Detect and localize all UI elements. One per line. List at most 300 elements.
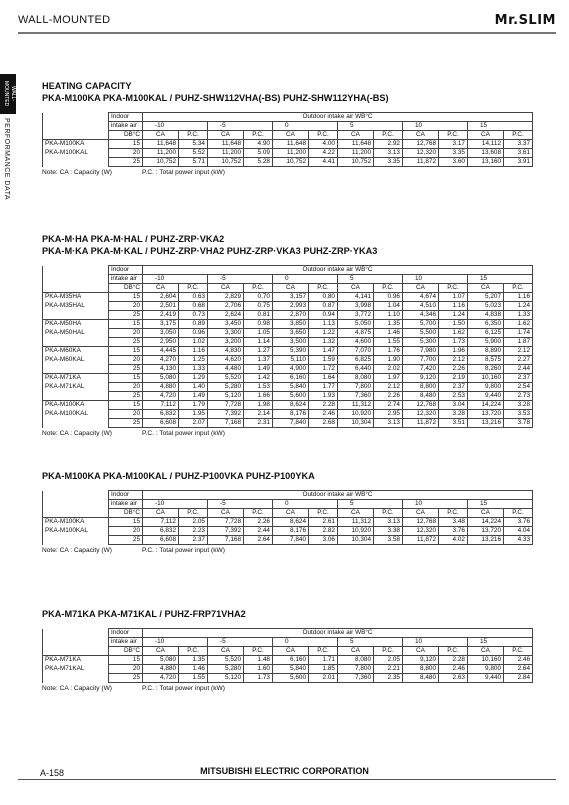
value-cell: 1.59 xyxy=(309,356,338,365)
value-cell: 2.84 xyxy=(504,674,533,683)
value-cell: 2.68 xyxy=(309,419,338,428)
value-cell: 13,216 xyxy=(468,419,504,428)
value-cell: 2.05 xyxy=(179,518,208,527)
value-cell: 2.35 xyxy=(374,674,403,683)
table-row xyxy=(43,410,533,419)
db-temp-cell: 25 xyxy=(109,158,143,167)
value-cell: 1.27 xyxy=(244,347,273,356)
model-cell xyxy=(43,419,109,428)
value-cell: 10,160 xyxy=(468,374,504,383)
value-cell: 2,624 xyxy=(208,311,244,320)
value-cell: 1.32 xyxy=(309,338,338,347)
section-4 xyxy=(42,608,533,692)
pc-header: P.C. xyxy=(309,131,338,140)
value-cell: 1.42 xyxy=(244,374,273,383)
db-temp-cell: 15 xyxy=(109,347,143,356)
value-cell: 2.02 xyxy=(374,365,403,374)
value-cell: 2.01 xyxy=(309,674,338,683)
value-cell: 1.50 xyxy=(439,320,468,329)
value-cell: 3,157 xyxy=(273,293,309,302)
outdoor-label: Outdoor intake air WB°C xyxy=(143,629,533,638)
value-cell: 11,648 xyxy=(143,140,179,149)
value-cell: 6,160 xyxy=(273,374,309,383)
table-row xyxy=(43,674,533,683)
value-cell: 0.68 xyxy=(179,302,208,311)
value-cell: 3.28 xyxy=(439,410,468,419)
value-cell: 3.13 xyxy=(374,149,403,158)
outdoor-temp-header: 15 xyxy=(468,122,533,131)
header-row xyxy=(43,629,533,638)
value-cell: 1.95 xyxy=(179,410,208,419)
db-temp-cell: 20 xyxy=(109,527,143,536)
ca-header: CA xyxy=(468,647,504,656)
model-header-cell xyxy=(43,131,109,140)
value-cell: 8,624 xyxy=(273,518,309,527)
value-cell: 1.07 xyxy=(439,293,468,302)
value-cell: 0.80 xyxy=(309,293,338,302)
value-cell: 10,304 xyxy=(338,536,374,545)
header-row xyxy=(43,275,533,284)
value-cell: 1.76 xyxy=(374,347,403,356)
value-cell: 4,838 xyxy=(468,311,504,320)
value-cell: 11,312 xyxy=(338,518,374,527)
value-cell: 3.38 xyxy=(374,527,403,536)
value-cell: 4,480 xyxy=(208,365,244,374)
note-capacity: Note: CA : Capacity (W) xyxy=(42,685,112,692)
outdoor-temp-header: -10 xyxy=(143,500,208,509)
value-cell: 5,120 xyxy=(208,392,244,401)
value-cell: 10,752 xyxy=(338,158,374,167)
outdoor-temp-header: -5 xyxy=(208,500,273,509)
ca-header: CA xyxy=(338,647,374,656)
table-row xyxy=(43,518,533,527)
value-cell: 6,608 xyxy=(143,419,179,428)
value-cell: 1.46 xyxy=(374,329,403,338)
model-header-cell xyxy=(43,500,109,509)
value-cell: 3.35 xyxy=(374,158,403,167)
db-temp-cell: 20 xyxy=(109,665,143,674)
value-cell: 2.27 xyxy=(504,356,533,365)
section-3 xyxy=(42,470,533,554)
value-cell: 11,312 xyxy=(338,401,374,410)
table-note xyxy=(42,169,533,176)
db-temp-cell: 15 xyxy=(109,140,143,149)
value-cell: 7,168 xyxy=(208,419,244,428)
section-1 xyxy=(42,92,533,176)
value-cell: 8,800 xyxy=(403,665,439,674)
value-cell: 0.73 xyxy=(179,311,208,320)
intake-air-label: intake air xyxy=(109,122,143,131)
pc-header: P.C. xyxy=(374,284,403,293)
section-title: PKA-M·HA PKA-M·HAL / PUHZ-ZRP·VKA2 xyxy=(42,234,225,244)
value-cell: 11,648 xyxy=(208,140,244,149)
model-cell: PKA-M35HA xyxy=(43,293,109,302)
value-cell: 2.53 xyxy=(439,392,468,401)
model-cell xyxy=(43,536,109,545)
value-cell: 8,176 xyxy=(273,527,309,536)
pc-header: P.C. xyxy=(244,509,273,518)
value-cell: 7,392 xyxy=(208,410,244,419)
value-cell: 5.71 xyxy=(179,158,208,167)
pc-header: P.C. xyxy=(179,131,208,140)
value-cell: 9,120 xyxy=(403,656,439,665)
value-cell: 2.26 xyxy=(439,365,468,374)
outdoor-temp-header: 10 xyxy=(403,500,468,509)
value-cell: 12,320 xyxy=(403,527,439,536)
value-cell: 4,900 xyxy=(273,365,309,374)
value-cell: 7,360 xyxy=(338,674,374,683)
value-cell: 2,870 xyxy=(273,311,309,320)
table-note xyxy=(42,430,533,437)
value-cell: 5,840 xyxy=(273,665,309,674)
value-cell: 2.37 xyxy=(179,536,208,545)
value-cell: 4,620 xyxy=(208,356,244,365)
value-cell: 8,800 xyxy=(403,383,439,392)
value-cell: 2,993 xyxy=(273,302,309,311)
value-cell: 2.12 xyxy=(374,383,403,392)
page-number: A-158 xyxy=(40,768,65,778)
header-row xyxy=(43,131,533,140)
model-header-cell xyxy=(43,509,109,518)
value-cell: 8,480 xyxy=(403,674,439,683)
header-row xyxy=(43,266,533,275)
db-temp-cell: 15 xyxy=(109,518,143,527)
value-cell: 1.13 xyxy=(309,320,338,329)
value-cell: 1.14 xyxy=(244,338,273,347)
value-cell: 5,050 xyxy=(338,320,374,329)
note-power: P.C. : Total power input (kW) xyxy=(141,169,225,176)
ca-header: CA xyxy=(403,509,439,518)
table-row xyxy=(43,158,533,167)
pc-header: P.C. xyxy=(374,131,403,140)
value-cell: 2,706 xyxy=(208,302,244,311)
indoor-label: Indoor xyxy=(109,629,143,638)
value-cell: 5,120 xyxy=(208,674,244,683)
value-cell: 10,304 xyxy=(338,419,374,428)
model-cell: PKA-M71KAL xyxy=(43,383,109,392)
model-cell: PKA-M100KAL xyxy=(43,410,109,419)
value-cell: 7,840 xyxy=(273,536,309,545)
value-cell: 5,500 xyxy=(403,329,439,338)
ca-header: CA xyxy=(468,131,504,140)
value-cell: 8,080 xyxy=(338,656,374,665)
ca-header: CA xyxy=(143,509,179,518)
value-cell: 1.47 xyxy=(309,347,338,356)
table-row xyxy=(43,401,533,410)
value-cell: 7,112 xyxy=(143,401,179,410)
page-header xyxy=(18,8,556,34)
value-cell: 5,390 xyxy=(273,347,309,356)
value-cell: 8,890 xyxy=(468,347,504,356)
value-cell: 0.94 xyxy=(309,311,338,320)
value-cell: 3.51 xyxy=(439,419,468,428)
outdoor-temp-header: 0 xyxy=(273,122,338,131)
ca-header: CA xyxy=(403,647,439,656)
value-cell: 1.77 xyxy=(309,383,338,392)
outdoor-label: Outdoor intake air WB°C xyxy=(143,266,533,275)
db-temp-cell: 25 xyxy=(109,392,143,401)
model-cell: PKA-M100KA xyxy=(43,518,109,527)
outdoor-temp-header: 5 xyxy=(338,638,403,647)
header-row xyxy=(43,647,533,656)
pc-header: P.C. xyxy=(179,284,208,293)
value-cell: 8,176 xyxy=(273,410,309,419)
model-cell: PKA-M60KA xyxy=(43,347,109,356)
value-cell: 1.72 xyxy=(309,365,338,374)
ca-header: CA xyxy=(468,509,504,518)
value-cell: 6,832 xyxy=(143,527,179,536)
value-cell: 3.60 xyxy=(439,158,468,167)
table-row xyxy=(43,356,533,365)
value-cell: 1.05 xyxy=(244,329,273,338)
value-cell: 2,604 xyxy=(143,293,179,302)
table-row xyxy=(43,383,533,392)
value-cell: 2.23 xyxy=(179,527,208,536)
pc-header: P.C. xyxy=(309,509,338,518)
value-cell: 1.64 xyxy=(309,374,338,383)
value-cell: 0.70 xyxy=(244,293,273,302)
value-cell: 6,125 xyxy=(468,329,504,338)
table-row xyxy=(43,392,533,401)
value-cell: 1.73 xyxy=(244,674,273,683)
header-row xyxy=(43,113,533,122)
model-cell: PKA-M50HAL xyxy=(43,329,109,338)
value-cell: 3.06 xyxy=(309,536,338,545)
note-capacity: Note: CA : Capacity (W) xyxy=(42,169,112,176)
db-temp-cell: 25 xyxy=(109,311,143,320)
value-cell: 11,872 xyxy=(403,536,439,545)
pc-header: P.C. xyxy=(244,131,273,140)
value-cell: 3,175 xyxy=(143,320,179,329)
note-capacity: Note: CA : Capacity (W) xyxy=(42,547,112,554)
indoor-label: Indoor xyxy=(109,266,143,275)
value-cell: 4,346 xyxy=(403,311,439,320)
value-cell: 2.21 xyxy=(374,665,403,674)
model-header-cell xyxy=(43,629,109,638)
model-header-cell xyxy=(43,638,109,647)
model-header-cell xyxy=(43,275,109,284)
pc-header: P.C. xyxy=(439,284,468,293)
table-note xyxy=(42,685,533,692)
value-cell: 2.26 xyxy=(244,518,273,527)
model-cell: PKA-M35HAL xyxy=(43,302,109,311)
value-cell: 9,440 xyxy=(468,674,504,683)
outdoor-temp-header: -10 xyxy=(143,638,208,647)
value-cell: 2.19 xyxy=(439,374,468,383)
db-temp-cell: 20 xyxy=(109,149,143,158)
ca-header: CA xyxy=(338,509,374,518)
value-cell: 4,720 xyxy=(143,392,179,401)
value-cell: 3.76 xyxy=(439,527,468,536)
value-cell: 1.93 xyxy=(309,392,338,401)
value-cell: 1.48 xyxy=(244,656,273,665)
value-cell: 0.81 xyxy=(244,311,273,320)
value-cell: 5,520 xyxy=(208,656,244,665)
table-row xyxy=(43,329,533,338)
table-row xyxy=(43,365,533,374)
value-cell: 3.35 xyxy=(439,149,468,158)
value-cell: 1.79 xyxy=(179,401,208,410)
value-cell: 3,200 xyxy=(208,338,244,347)
db-temp-cell: 15 xyxy=(109,656,143,665)
value-cell: 13,720 xyxy=(468,410,504,419)
capacity-table xyxy=(42,265,533,428)
value-cell: 1.55 xyxy=(374,338,403,347)
db-temp-cell: 20 xyxy=(109,383,143,392)
value-cell: 4.22 xyxy=(309,149,338,158)
value-cell: 0.96 xyxy=(179,329,208,338)
value-cell: 2.54 xyxy=(504,383,533,392)
value-cell: 4,445 xyxy=(143,347,179,356)
value-cell: 5,600 xyxy=(273,674,309,683)
value-cell: 0.89 xyxy=(179,320,208,329)
value-cell: 1.55 xyxy=(179,674,208,683)
table-row xyxy=(43,374,533,383)
db-label: DB°C xyxy=(109,131,143,140)
value-cell: 14,224 xyxy=(468,518,504,527)
model-cell: PKA-M100KA xyxy=(43,140,109,149)
value-cell: 11,872 xyxy=(403,158,439,167)
value-cell: 3.17 xyxy=(439,140,468,149)
db-temp-cell: 25 xyxy=(109,338,143,347)
value-cell: 3.91 xyxy=(504,158,533,167)
value-cell: 2,501 xyxy=(143,302,179,311)
value-cell: 1.62 xyxy=(504,320,533,329)
value-cell: 1.16 xyxy=(179,347,208,356)
value-cell: 10,752 xyxy=(143,158,179,167)
side-label: PERFORMANCE DATA xyxy=(3,118,10,201)
value-cell: 12,320 xyxy=(403,410,439,419)
outdoor-temp-header: -10 xyxy=(143,275,208,284)
value-cell: 10,752 xyxy=(208,158,244,167)
pc-header: P.C. xyxy=(439,509,468,518)
value-cell: 13,720 xyxy=(468,527,504,536)
value-cell: 11,648 xyxy=(338,140,374,149)
value-cell: 0.96 xyxy=(374,293,403,302)
value-cell: 4,270 xyxy=(143,356,179,365)
outdoor-temp-header: 15 xyxy=(468,275,533,284)
value-cell: 5,280 xyxy=(208,383,244,392)
value-cell: 12,768 xyxy=(403,518,439,527)
table-row xyxy=(43,665,533,674)
model-cell: PKA-M71KA xyxy=(43,656,109,665)
value-cell: 1.90 xyxy=(374,356,403,365)
model-cell: PKA-M60KAL xyxy=(43,356,109,365)
value-cell: 3.13 xyxy=(374,518,403,527)
value-cell: 5,080 xyxy=(143,374,179,383)
note-power: P.C. : Total power input (kW) xyxy=(141,430,225,437)
section-title: PKA-M100KA PKA-M100KAL / PUHZ-SHW112VHA(-BS) PUHZ-SHW112YHA(-BS) xyxy=(42,93,389,103)
value-cell: 2.44 xyxy=(504,365,533,374)
intake-air-label: intake air xyxy=(109,500,143,509)
value-cell: 11,200 xyxy=(143,149,179,158)
header-row xyxy=(43,284,533,293)
pc-header: P.C. xyxy=(244,284,273,293)
value-cell: 4,600 xyxy=(338,338,374,347)
table-row xyxy=(43,311,533,320)
value-cell: 10,752 xyxy=(273,158,309,167)
value-cell: 2.26 xyxy=(374,392,403,401)
value-cell: 13,160 xyxy=(468,158,504,167)
value-cell: 1.24 xyxy=(439,311,468,320)
value-cell: 3,850 xyxy=(273,320,309,329)
ca-header: CA xyxy=(208,131,244,140)
pc-header: P.C. xyxy=(244,647,273,656)
outdoor-temp-header: 0 xyxy=(273,638,338,647)
value-cell: 14,224 xyxy=(468,401,504,410)
value-cell: 3,500 xyxy=(273,338,309,347)
db-temp-cell: 15 xyxy=(109,293,143,302)
value-cell: 1.33 xyxy=(179,365,208,374)
outdoor-temp-header: 0 xyxy=(273,500,338,509)
value-cell: 4.90 xyxy=(244,140,273,149)
ca-header: CA xyxy=(338,284,374,293)
value-cell: 1.71 xyxy=(309,656,338,665)
value-cell: 1.85 xyxy=(309,665,338,674)
ca-header: CA xyxy=(208,647,244,656)
value-cell: 6,160 xyxy=(273,656,309,665)
table-row xyxy=(43,149,533,158)
value-cell: 9,800 xyxy=(468,665,504,674)
value-cell: 5,280 xyxy=(208,665,244,674)
page-title-block xyxy=(42,80,132,92)
value-cell: 2,950 xyxy=(143,338,179,347)
value-cell: 8,260 xyxy=(468,365,504,374)
value-cell: 3.53 xyxy=(504,410,533,419)
model-header-cell xyxy=(43,113,109,122)
value-cell: 1.66 xyxy=(244,392,273,401)
value-cell: 1.40 xyxy=(179,383,208,392)
corporation-name: MITSUBISHI ELECTRIC CORPORATION xyxy=(200,766,369,776)
value-cell: 7,700 xyxy=(403,356,439,365)
value-cell: 5,840 xyxy=(273,383,309,392)
value-cell: 8,080 xyxy=(338,374,374,383)
value-cell: 3,772 xyxy=(338,311,374,320)
ca-header: CA xyxy=(273,131,309,140)
value-cell: 6,350 xyxy=(468,320,504,329)
table-row xyxy=(43,293,533,302)
value-cell: 2.95 xyxy=(374,410,403,419)
pc-header: P.C. xyxy=(504,647,533,656)
value-cell: 5.28 xyxy=(244,158,273,167)
value-cell: 4.41 xyxy=(309,158,338,167)
value-cell: 7,168 xyxy=(208,536,244,545)
value-cell: 1.02 xyxy=(179,338,208,347)
value-cell: 1.37 xyxy=(244,356,273,365)
value-cell: 3.76 xyxy=(504,518,533,527)
db-label: DB°C xyxy=(109,509,143,518)
header-row xyxy=(43,509,533,518)
value-cell: 1.87 xyxy=(504,338,533,347)
ca-header: CA xyxy=(143,131,179,140)
value-cell: 2.14 xyxy=(244,410,273,419)
value-cell: 2,829 xyxy=(208,293,244,302)
value-cell: 12,768 xyxy=(403,401,439,410)
table-row xyxy=(43,527,533,536)
value-cell: 1.53 xyxy=(244,383,273,392)
outdoor-temp-header: 10 xyxy=(403,122,468,131)
value-cell: 11,200 xyxy=(338,149,374,158)
value-cell: 4,830 xyxy=(208,347,244,356)
value-cell: 4,880 xyxy=(143,665,179,674)
value-cell: 4,130 xyxy=(143,365,179,374)
value-cell: 3.48 xyxy=(439,518,468,527)
value-cell: 3,050 xyxy=(143,329,179,338)
outdoor-temp-header: 5 xyxy=(338,122,403,131)
outdoor-temp-header: -5 xyxy=(208,638,273,647)
value-cell: 2.61 xyxy=(309,518,338,527)
value-cell: 5,110 xyxy=(273,356,309,365)
